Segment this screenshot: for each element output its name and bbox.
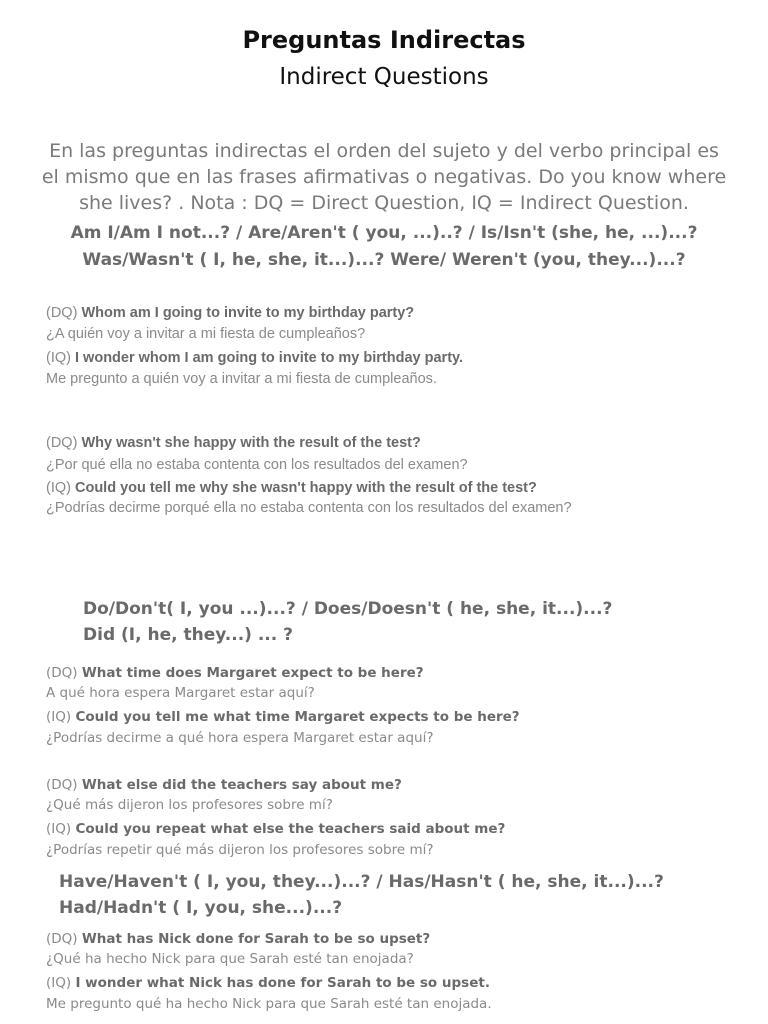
iq-translation: ¿Podrías decirme porqué ella no estaba contenta con los resultados del examen? — [46, 500, 572, 516]
dq-label: (DQ) — [46, 931, 78, 947]
iq-text: Could you repeat what else the teachers said about me? — [75, 821, 506, 837]
section-header-line: Did (I, he, they...) ... ? — [83, 625, 294, 645]
iq-translation: ¿Podrías decirme a qué hora espera Margaret estar aquí? — [46, 730, 434, 746]
dq-translation: A qué hora espera Margaret estar aquí? — [46, 685, 315, 701]
dq-text: What has Nick done for Sarah to be so upset? — [81, 931, 431, 947]
direct-question — [46, 435, 421, 451]
dq-text: What else did the teachers say about me? — [81, 777, 402, 793]
page-title: Preguntas Indirectas — [242, 26, 526, 54]
section-header-line: Am I/Am I not...? / Are/Aren't ( you, ...)..? / Is/Isn't (she, he, ...)...? — [70, 223, 698, 243]
dq-label: (DQ) — [46, 305, 78, 321]
dq-translation: ¿A quién voy a invitar a mi fiesta de cumpleaños? — [46, 326, 366, 342]
iq-text: Could you tell me why she wasn't happy with the result of the test? — [75, 480, 537, 496]
indirect-question — [46, 480, 537, 496]
section-header-line: Had/Hadn't ( I, you, she...)...? — [59, 898, 343, 918]
dq-label: (DQ) — [46, 435, 78, 451]
dq-text: Why wasn't she happy with the result of the test? — [81, 435, 421, 451]
dq-text: What time does Margaret expect to be here? — [81, 665, 424, 681]
direct-question — [46, 665, 424, 681]
section-header-line: Was/Wasn't ( I, he, she, it...)...? Were/ Weren't (you, they...)...? — [82, 250, 686, 270]
iq-label: (IQ) — [46, 350, 71, 366]
iq-label: (IQ) — [46, 821, 72, 837]
indirect-question — [46, 975, 490, 991]
indirect-question — [46, 821, 505, 837]
iq-text: I wonder whom I am going to invite to my birthday party. — [75, 350, 464, 366]
dq-label: (DQ) — [46, 665, 78, 681]
iq-label: (IQ) — [46, 709, 72, 725]
indirect-question — [46, 709, 520, 725]
dq-label: (DQ) — [46, 777, 78, 793]
direct-question — [46, 305, 414, 321]
section-header-line: Have/Haven't ( I, you, they...)...? / Has/Hasn't ( he, she, it...)...? — [59, 872, 664, 892]
iq-translation: ¿Podrías repetir qué más dijeron los profesores sobre mí? — [46, 842, 434, 858]
iq-translation: Me pregunto a quién voy a invitar a mi fiesta de cumpleaños. — [46, 371, 437, 387]
direct-question — [46, 931, 430, 947]
iq-translation: Me pregunto qué ha hecho Nick para que Sarah esté tan enojada. — [46, 996, 492, 1012]
iq-text: Could you tell me what time Margaret expects to be here? — [75, 709, 520, 725]
iq-label: (IQ) — [46, 975, 72, 991]
iq-text: I wonder what Nick has done for Sarah to be so upset. — [75, 975, 490, 991]
dq-translation: ¿Por qué ella no estaba contenta con los resultados del examen? — [46, 457, 468, 473]
intro-line: En las preguntas indirectas el orden del sujeto y del verbo principal es — [49, 140, 719, 162]
direct-question — [46, 777, 402, 793]
dq-translation: ¿Qué más dijeron los profesores sobre mí? — [46, 797, 333, 813]
dq-text: Whom am I going to invite to my birthday party? — [81, 305, 415, 321]
indirect-question — [46, 350, 463, 366]
intro-line: she lives? . Nota : DQ = Direct Question, IQ = Indirect Question. — [79, 192, 689, 214]
intro-line: el mismo que en las frases afirmativas o negativas. Do you know where — [41, 166, 727, 188]
iq-label: (IQ) — [46, 480, 71, 496]
page-subtitle: Indirect Questions — [279, 64, 489, 90]
dq-translation: ¿Qué ha hecho Nick para que Sarah esté tan enojada? — [46, 951, 414, 967]
section-header-line: Do/Don't( I, you ...)...? / Does/Doesn't ( he, she, it...)...? — [83, 599, 613, 619]
